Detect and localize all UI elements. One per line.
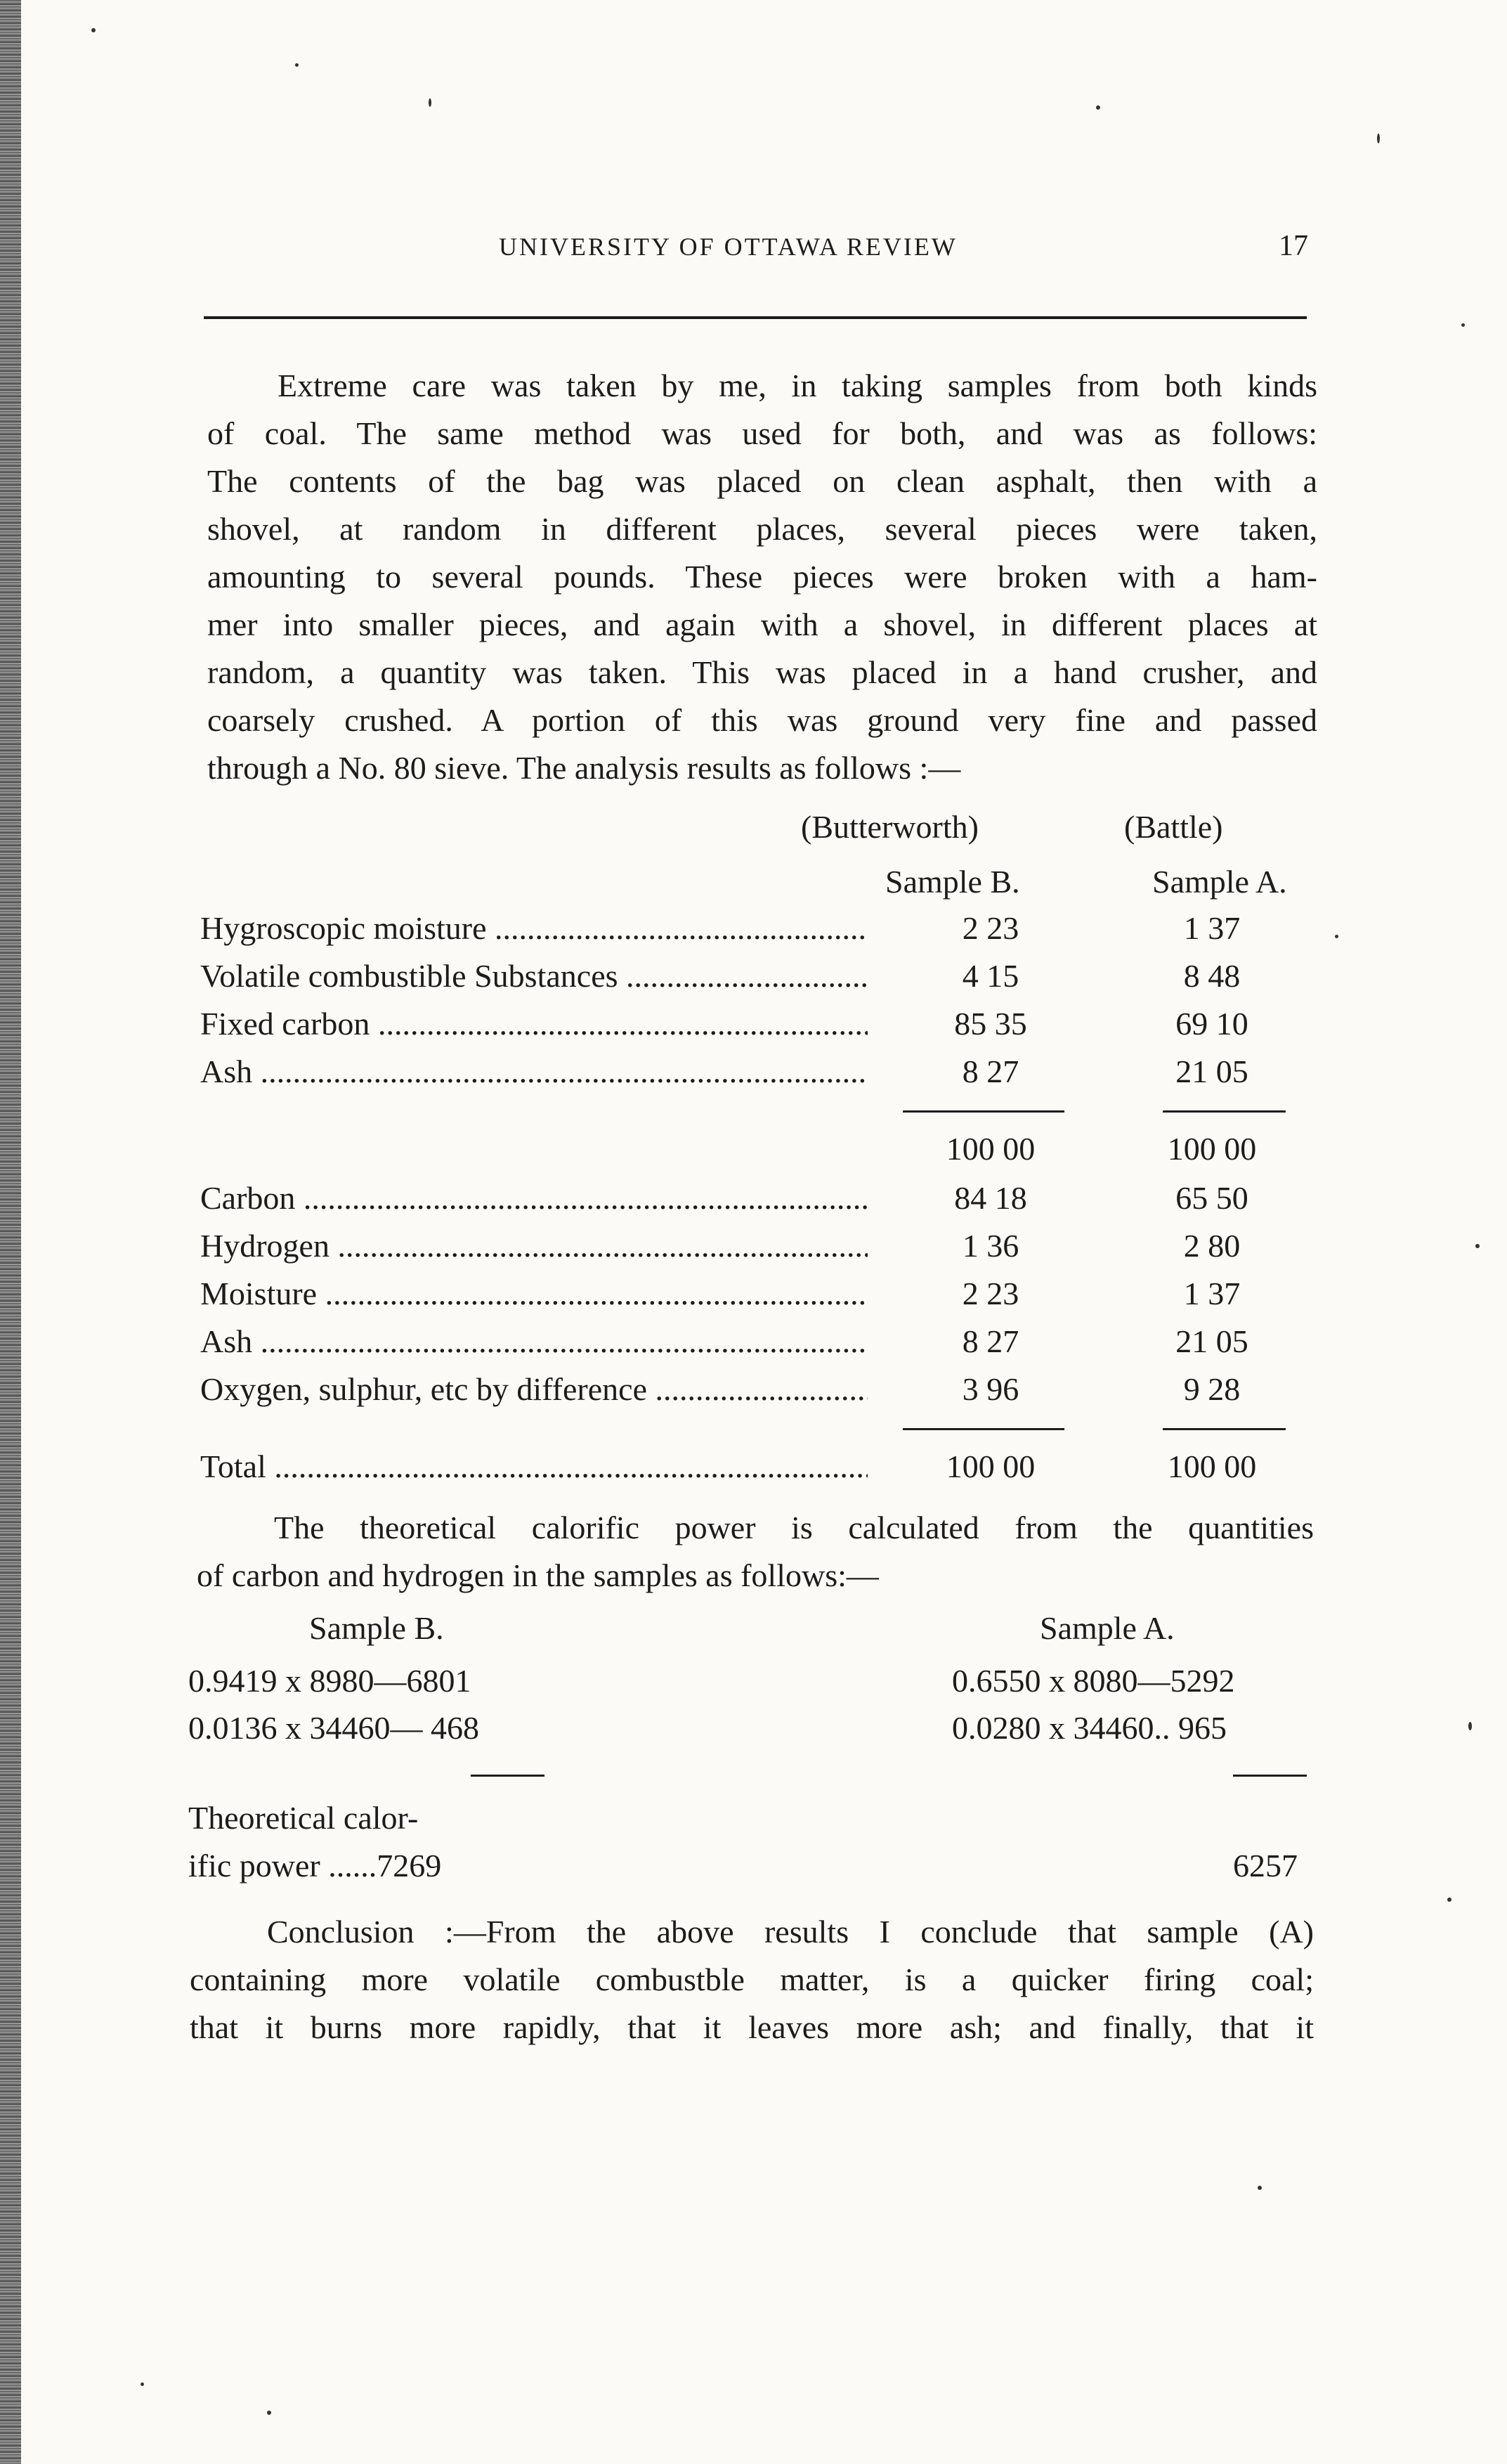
table-row xyxy=(200,1323,1310,1368)
sum-rule xyxy=(1163,1110,1286,1113)
intro-paragraph xyxy=(207,362,1317,792)
scan-speck xyxy=(141,2382,144,2386)
total-row xyxy=(200,1448,1310,1493)
value-sample-b: 85 35 xyxy=(954,1006,1027,1042)
calorific-paragraph xyxy=(197,1504,1314,1600)
table-row xyxy=(200,1275,1310,1320)
calc-sum-rule xyxy=(1233,1775,1307,1777)
paragraph-line: Extreme care was taken by me, in taking samples from both kinds xyxy=(278,368,1317,403)
calc-result-label-2: ific power ......7269 xyxy=(188,1848,442,1883)
scan-speck xyxy=(1335,935,1338,938)
calc-b-label: Sample B. xyxy=(309,1610,444,1646)
table-row xyxy=(200,1227,1310,1272)
value-sample-b: 2 23 xyxy=(962,1276,1019,1311)
paragraph-line: amounting to several pounds. These pieces were broken with a ham- xyxy=(207,559,1317,595)
value-sample-b: 2 23 xyxy=(962,910,1019,946)
calc-a-label: Sample A. xyxy=(1040,1610,1175,1646)
row-label: Oxygen, sulphur, etc by difference ..... xyxy=(200,1370,868,1408)
row-label: Ash ..... xyxy=(200,1323,868,1360)
subtotal-sample-a: 100 00 xyxy=(1167,1131,1257,1167)
scan-speck xyxy=(91,28,96,32)
total-sample-b: 100 00 xyxy=(946,1448,1036,1484)
row-label: Moisture ..... xyxy=(200,1275,868,1312)
calc-b-line-2: 0.0136 x 34460— 468 xyxy=(188,1710,479,1746)
calc-a-line-1: 0.6550 x 8080—5292 xyxy=(952,1663,1235,1699)
scan-speck xyxy=(1377,134,1380,143)
row-label: Hygroscopic moisture ..... xyxy=(200,909,868,947)
table-row xyxy=(200,909,1310,954)
calc-b-line-1: 0.9419 x 8980—6801 xyxy=(188,1663,471,1699)
paragraph-line: shovel, at random in different places, several pieces were taken, xyxy=(207,511,1317,547)
paragraph-line: containing more volatile combustble matter, is a quicker firing coal; xyxy=(190,1962,1314,1997)
paragraph-line: coarsely crushed. A portion of this was ground very fine and passed xyxy=(207,702,1317,738)
value-sample-a: 2 80 xyxy=(1183,1228,1241,1264)
row-label: Total ..... xyxy=(200,1448,868,1485)
scan-speck xyxy=(429,98,431,107)
conclusion-paragraph xyxy=(190,1908,1314,2051)
value-sample-b: 8 27 xyxy=(962,1323,1019,1359)
value-sample-a: 1 37 xyxy=(1183,1276,1241,1311)
paragraph-line: mer into smaller pieces, and again with a shovel, in different places at xyxy=(207,607,1317,642)
value-sample-a: 1 37 xyxy=(1183,910,1241,946)
value-sample-a: 8 48 xyxy=(1183,958,1241,994)
value-sample-b: 3 96 xyxy=(962,1371,1019,1407)
col-a-source: (Battle) xyxy=(1124,809,1223,845)
scan-speck xyxy=(295,63,299,67)
scan-speck xyxy=(1447,1898,1451,1902)
table-row xyxy=(200,1370,1310,1415)
scan-speck xyxy=(267,2411,271,2415)
row-label: Hydrogen ..... xyxy=(200,1227,868,1264)
subtotal-row xyxy=(200,1130,1310,1175)
value-sample-a: 9 28 xyxy=(1183,1371,1241,1407)
row-label: Volatile combustible Substances ..... xyxy=(200,957,868,994)
paragraph-line: The contents of the bag was placed on clean asphalt, then with a xyxy=(207,463,1317,499)
table-row xyxy=(200,1179,1310,1224)
scan-speck xyxy=(1258,2186,1262,2190)
running-header xyxy=(183,232,1307,274)
calc-a-line-2: 0.0280 x 34460.. 965 xyxy=(952,1710,1227,1746)
table-row xyxy=(200,957,1310,1002)
calc-result-a: 6257 xyxy=(1233,1848,1298,1883)
scan-speck xyxy=(1468,1722,1472,1730)
paragraph-line: that it burns more rapidly, that it leaves more ash; and finally, that it xyxy=(190,2009,1314,2045)
running-title: UNIVERSITY OF OTTAWA REVIEW xyxy=(499,233,958,261)
paragraph-line: of carbon and hydrogen in the samples as follows:— xyxy=(197,1557,879,1593)
value-sample-b: 1 36 xyxy=(962,1228,1019,1264)
col-a-label: Sample A. xyxy=(1152,864,1287,900)
calc-result-label-1: Theoretical calor- xyxy=(188,1800,419,1836)
row-label: Fixed carbon ..... xyxy=(200,1005,868,1042)
calc-sum-rule xyxy=(471,1775,544,1777)
scan-speck xyxy=(1096,105,1100,110)
scan-speck xyxy=(1461,323,1465,327)
paragraph-line: of coal. The same method was used for both, and was as follows: xyxy=(207,415,1317,451)
col-b-source: (Butterworth) xyxy=(801,809,979,845)
value-sample-a: 69 10 xyxy=(1175,1006,1248,1042)
paragraph-line: random, a quantity was taken. This was placed in a hand crusher, and xyxy=(207,654,1317,690)
table-row xyxy=(200,1053,1310,1098)
paragraph-line: Conclusion :—From the above results I conclude that sample (A) xyxy=(267,1914,1314,1950)
value-sample-a: 21 05 xyxy=(1175,1323,1248,1359)
scan-speck xyxy=(1475,1244,1480,1248)
sum-rule xyxy=(903,1428,1064,1430)
col-b-label: Sample B. xyxy=(885,864,1020,900)
subtotal-sample-b: 100 00 xyxy=(946,1131,1036,1167)
value-sample-a: 21 05 xyxy=(1175,1053,1248,1089)
sum-rule xyxy=(903,1110,1064,1113)
value-sample-b: 8 27 xyxy=(962,1053,1019,1089)
row-label: Carbon ..... xyxy=(200,1179,868,1217)
value-sample-b: 84 18 xyxy=(954,1180,1027,1216)
header-rule xyxy=(204,316,1307,319)
value-sample-b: 4 15 xyxy=(962,958,1019,994)
paragraph-line: through a No. 80 sieve. The analysis results as follows :— xyxy=(207,750,961,786)
table-row xyxy=(200,1005,1310,1050)
value-sample-a: 65 50 xyxy=(1175,1180,1248,1216)
paragraph-line: The theoretical calorific power is calculated from the quantities xyxy=(274,1510,1314,1545)
total-sample-a: 100 00 xyxy=(1167,1448,1257,1484)
page-number: 17 xyxy=(1279,230,1308,262)
row-label: Ash ..... xyxy=(200,1053,868,1090)
sum-rule xyxy=(1163,1428,1286,1430)
